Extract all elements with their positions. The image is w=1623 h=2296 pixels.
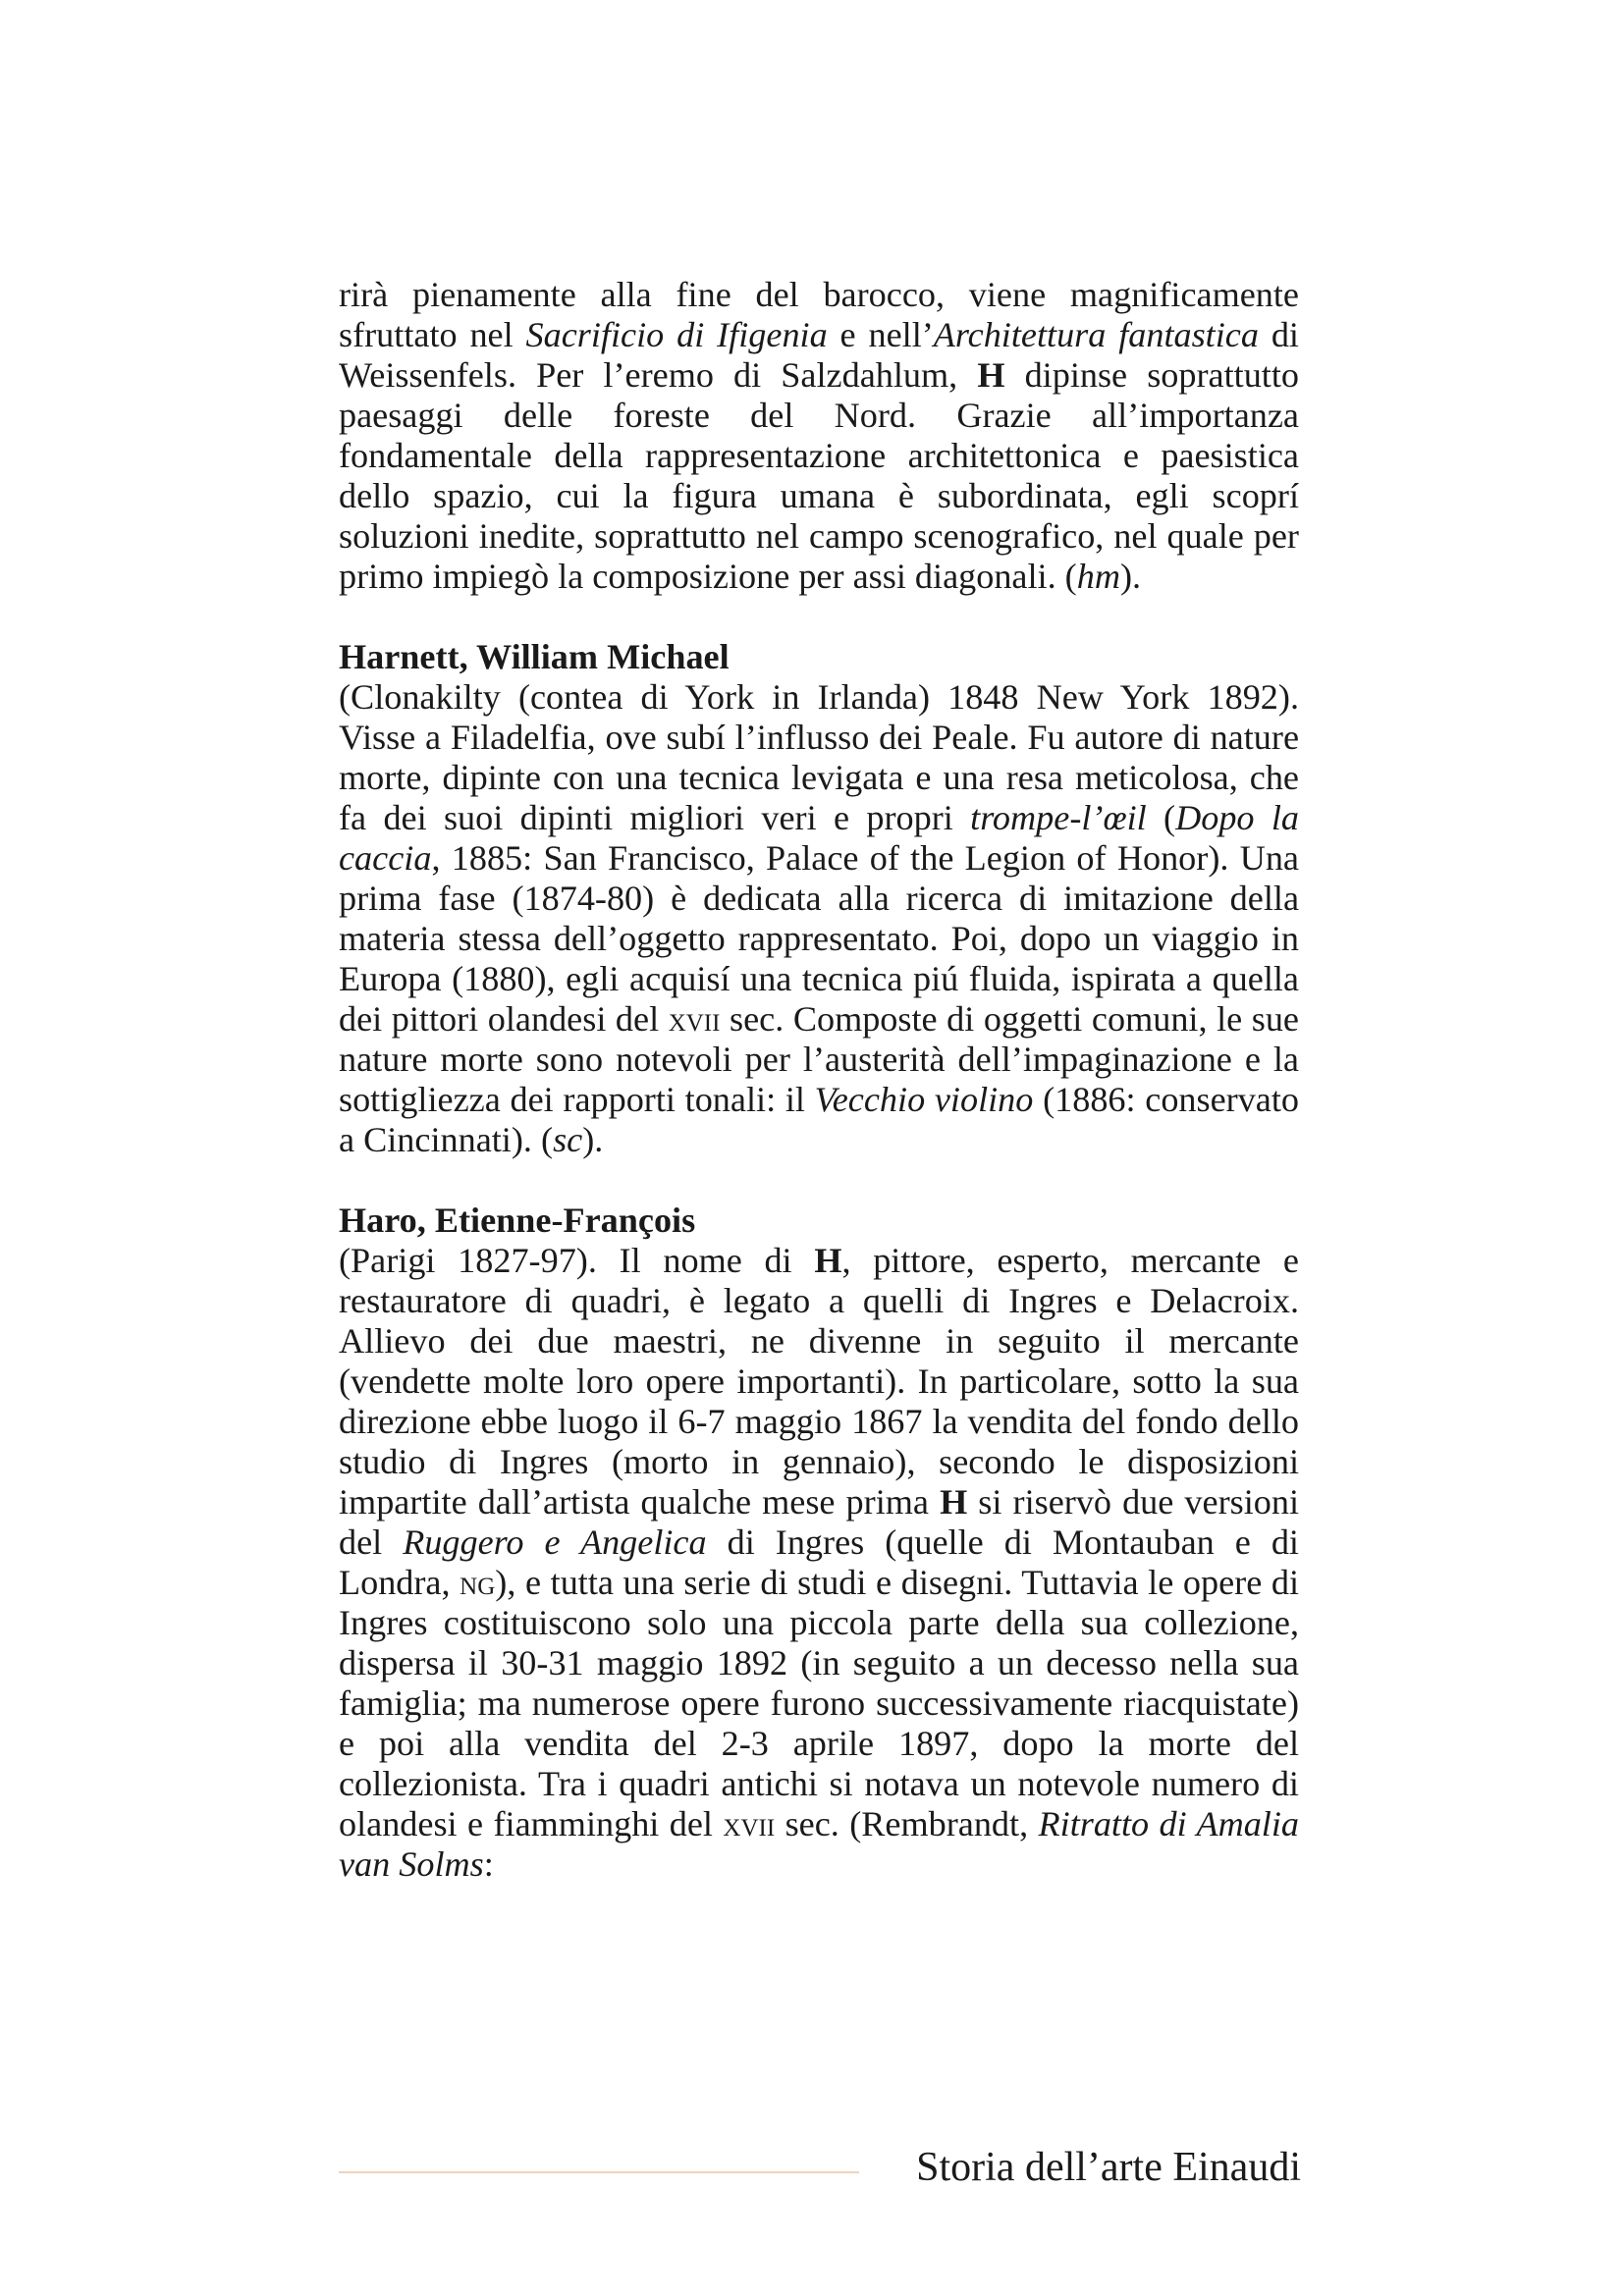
footer-title: Storia dell’arte Einaudi — [916, 2145, 1301, 2190]
text-run: , 1885: San Francisco, Palace of the Legion of Honor). Una prima fase (1874-80) è dedicata alla ricerca di imitazione della materia stessa dell’oggetto rappresentato. Poi, dopo un viaggio in Europa (1880), egli acquisí una tecnica piú fluida, ispirata a quella dei pittori olandesi del — [339, 838, 1299, 1039]
museum-abbreviation: ng — [460, 1563, 496, 1602]
text-run: ). — [582, 1120, 604, 1159]
text-run: e nell’ — [827, 315, 934, 354]
text-run: rirà pienamente alla fine del barocco, viene magnificamente sfruttato nel — [339, 275, 1299, 354]
entry-body — [339, 1241, 1299, 1885]
italic-term: trompe-l’œil — [970, 798, 1147, 837]
intro-paragraph — [339, 275, 1299, 597]
entry-title: Haro, Etienne-François — [339, 1201, 696, 1240]
artwork-title: Dopo la caccia — [339, 798, 1299, 878]
artwork-title: Architettura fantastica — [933, 315, 1259, 354]
text-run: , pittore, esperto, mercante e restauratore di quadri, è legato a quelli di Ingres e Delacroix. Allievo dei due maestri, ne divenne in seguito il mercante (vendette molte loro opere importanti). In particolare, sotto la sua direzione ebbe luogo il 6-7 maggio 1867 la vendita del fondo dello studio di Ingres (morto in gennaio), secondo le disposizioni impartite dall’artista qualche mese prima — [339, 1241, 1299, 1522]
footer-rule — [339, 2171, 859, 2173]
text-column — [339, 275, 1299, 1885]
century-numeral: xvii — [668, 999, 721, 1039]
entry-harnett — [339, 637, 1299, 1160]
entry-initial: H — [814, 1241, 842, 1280]
artwork-title: Ruggero e Angelica — [403, 1522, 707, 1562]
artwork-title: Ritratto di Amalia van Solms — [339, 1804, 1299, 1884]
author-initials: sc — [553, 1120, 583, 1159]
entry-title: Harnett, William Michael — [339, 637, 730, 676]
entry-haro — [339, 1201, 1299, 1885]
text-run: si riservò due versioni del — [339, 1482, 1299, 1562]
text-run: sec. Composte di oggetti comuni, le sue nature morte sono notevoli per l’austerità dell’impaginazione e la sottigliezza dei rapporti tonali: il — [339, 999, 1299, 1119]
artwork-title: Vecchio violino — [814, 1080, 1034, 1119]
author-initials: hm — [1076, 557, 1120, 596]
text-run: ), e tutta una serie di studi e disegni. Tuttavia le opere di Ingres costituiscono solo una piccola parte della sua collezione, dispersa il 30-31 maggio 1892 (in seguito a un decesso nella sua famiglia; ma numerose opere furono successivamente riacquistate) e poi alla vendita del 2-3 aprile 1897, dopo la morte del collezionista. Tra i quadri antichi si notava un notevole numero di olandesi e fiamminghi del — [339, 1563, 1300, 1843]
text-run: ). — [1119, 557, 1142, 596]
artwork-title: Sacrificio di Ifigenia — [525, 315, 828, 354]
text-run: : — [483, 1844, 494, 1884]
text-run: (1886: conservato a Cincinnati). ( — [339, 1080, 1300, 1159]
text-run: di Weissenfels. Per l’eremo di Salzdahlum, — [339, 315, 1299, 395]
entry-initial: H — [977, 355, 1005, 395]
text-run: ( — [1146, 798, 1176, 837]
text-run: dipinse soprattutto paesaggi delle foreste del Nord. Grazie all’importanza fondamentale della rappresentazione architettonica e paesistica dello spazio, cui la figura umana è subordinata, egli scoprí soluzioni inedite, soprattutto nel campo scenografico, nel quale per primo impiegò la composizione per assi diagonali. ( — [339, 355, 1299, 596]
text-run: sec. (Rembrandt, — [775, 1804, 1039, 1843]
entry-initial: H — [940, 1482, 968, 1522]
text-run: (Parigi 1827-97). Il nome di — [339, 1241, 815, 1280]
text-run: di Ingres (quelle di Montauban e di Londra, — [339, 1522, 1299, 1602]
text-run: (Clonakilty (contea di York in Irlanda) 1848 New York 1892). Visse a Filadelfia, ove subí l’influsso dei Peale. Fu autore di nature morte, dipinte con una tecnica levigata e una resa meticolosa, che fa dei suoi dipinti migliori veri e propri — [339, 677, 1299, 837]
century-numeral: xvii — [723, 1804, 776, 1843]
entry-body — [339, 677, 1299, 1160]
